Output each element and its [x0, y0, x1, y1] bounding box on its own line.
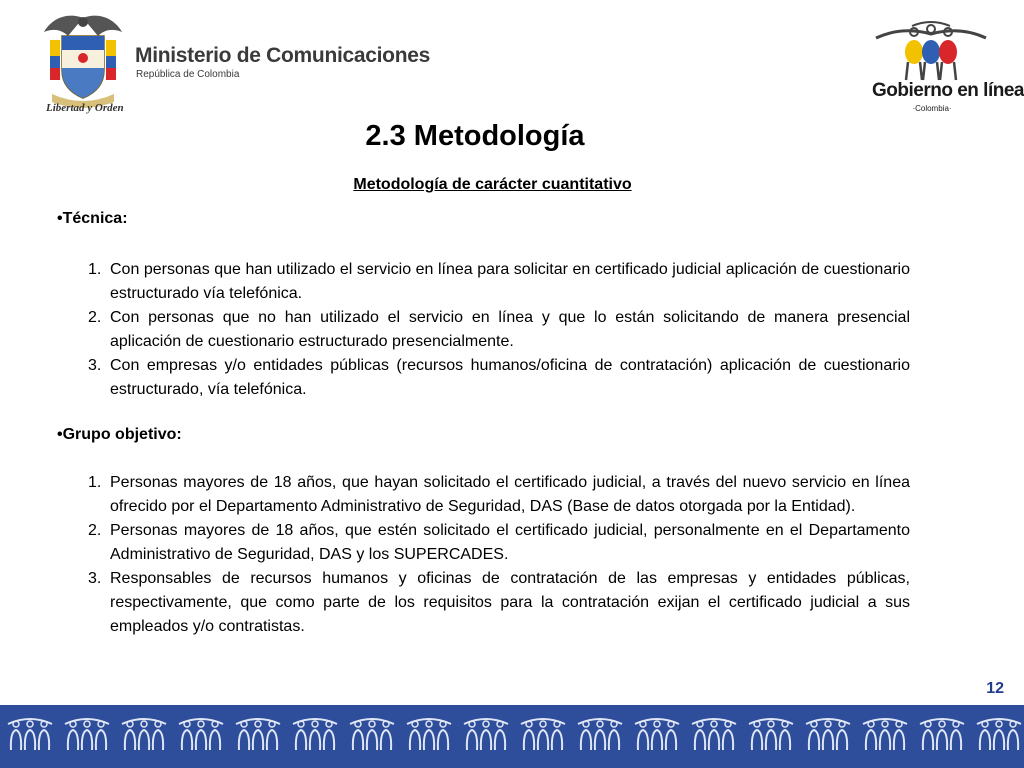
- list-text: Con personas que han utilizado el servicio en línea para solicitar en certificado judicial aplicación de cuestionario estructurado vía telefónica.: [110, 261, 910, 302]
- section-heading-label: Grupo objetivo:: [62, 426, 182, 443]
- list-item: [88, 258, 910, 306]
- list-text: Personas mayores de 18 años, que hayan solicitado el certificado judicial, a través del nuevo servicio en línea ofrecido por el Departamento Administrativo de Seguridad, DAS (Base de datos otorgada por la Entidad).: [110, 474, 910, 515]
- numbered-list-grupo-objetivo: [88, 471, 910, 639]
- slide-subtitle: Metodología de carácter cuantitativo: [353, 176, 632, 193]
- list-text: Con empresas y/o entidades públicas (recursos humanos/oficina de contratación) aplicación de cuestionario estructurado, vía telefónica.: [110, 357, 910, 398]
- section-heading-grupo-objetivo: [57, 426, 182, 444]
- section-heading-tecnica: [57, 210, 128, 228]
- people-group-icon: [749, 719, 793, 750]
- list-text: Con personas que no han utilizado el servicio en línea y que lo están solicitando de manera presencial aplicación de cuestionario estructurado presencialmente.: [110, 309, 910, 350]
- people-group-icon: [236, 719, 280, 750]
- people-group-icon: [122, 719, 166, 750]
- people-group-icon: [350, 719, 394, 750]
- people-group-icon: [464, 719, 508, 750]
- people-group-icon: [806, 719, 850, 750]
- people-group-icon: [692, 719, 736, 750]
- people-group-icon: [977, 719, 1021, 750]
- list-text: Responsables de recursos humanos y oficinas de contratación de las empresas y entidades públicas, respectivamente, que como parte de los requisitos para la contratación exijan el certificado judicial a sus empleados y/o contratistas.: [110, 570, 910, 635]
- people-pattern-icon: [0, 712, 1024, 762]
- list-item: [88, 519, 910, 567]
- list-number: 2.: [88, 309, 102, 326]
- list-number: 3.: [88, 570, 102, 587]
- bullet: •: [57, 210, 63, 227]
- list-number: 3.: [88, 357, 102, 374]
- numbered-list-tecnica: [88, 258, 910, 402]
- people-group-icon: [578, 719, 622, 750]
- list-item: [88, 567, 910, 639]
- people-group-icon: [8, 719, 52, 750]
- people-group-icon: [521, 719, 565, 750]
- list-number: 1.: [88, 474, 102, 491]
- slide-title: 2.3 Metodología: [365, 120, 585, 152]
- ministry-subtitle: República de Colombia: [136, 69, 240, 80]
- list-text: Personas mayores de 18 años, que estén solicitado el certificado judicial, personalmente en el Departamento Administrativo de Seguridad, DAS y los SUPERCADES.: [110, 522, 910, 563]
- people-group-icon: [407, 719, 451, 750]
- list-number: 2.: [88, 522, 102, 539]
- gel-logo-title: Gobierno en línea: [872, 80, 1024, 101]
- list-item: [88, 354, 910, 402]
- page-number: 12: [986, 680, 1004, 697]
- people-group-icon: [635, 719, 679, 750]
- gel-logo-country: ·Colombia·: [912, 104, 952, 113]
- list-number: 1.: [88, 261, 102, 278]
- ministry-title: Ministerio de Comunicaciones: [135, 44, 430, 67]
- people-group-icon: [179, 719, 223, 750]
- motto-text: Libertad y Orden: [46, 102, 124, 114]
- list-item: [88, 306, 910, 354]
- people-group-icon: [65, 719, 109, 750]
- bullet: •: [57, 426, 63, 443]
- list-item: [88, 471, 910, 519]
- section-heading-label: Técnica:: [62, 210, 128, 227]
- people-figures-icon: [872, 20, 990, 82]
- people-group-icon: [863, 719, 907, 750]
- people-group-icon: [920, 719, 964, 750]
- people-group-icon: [293, 719, 337, 750]
